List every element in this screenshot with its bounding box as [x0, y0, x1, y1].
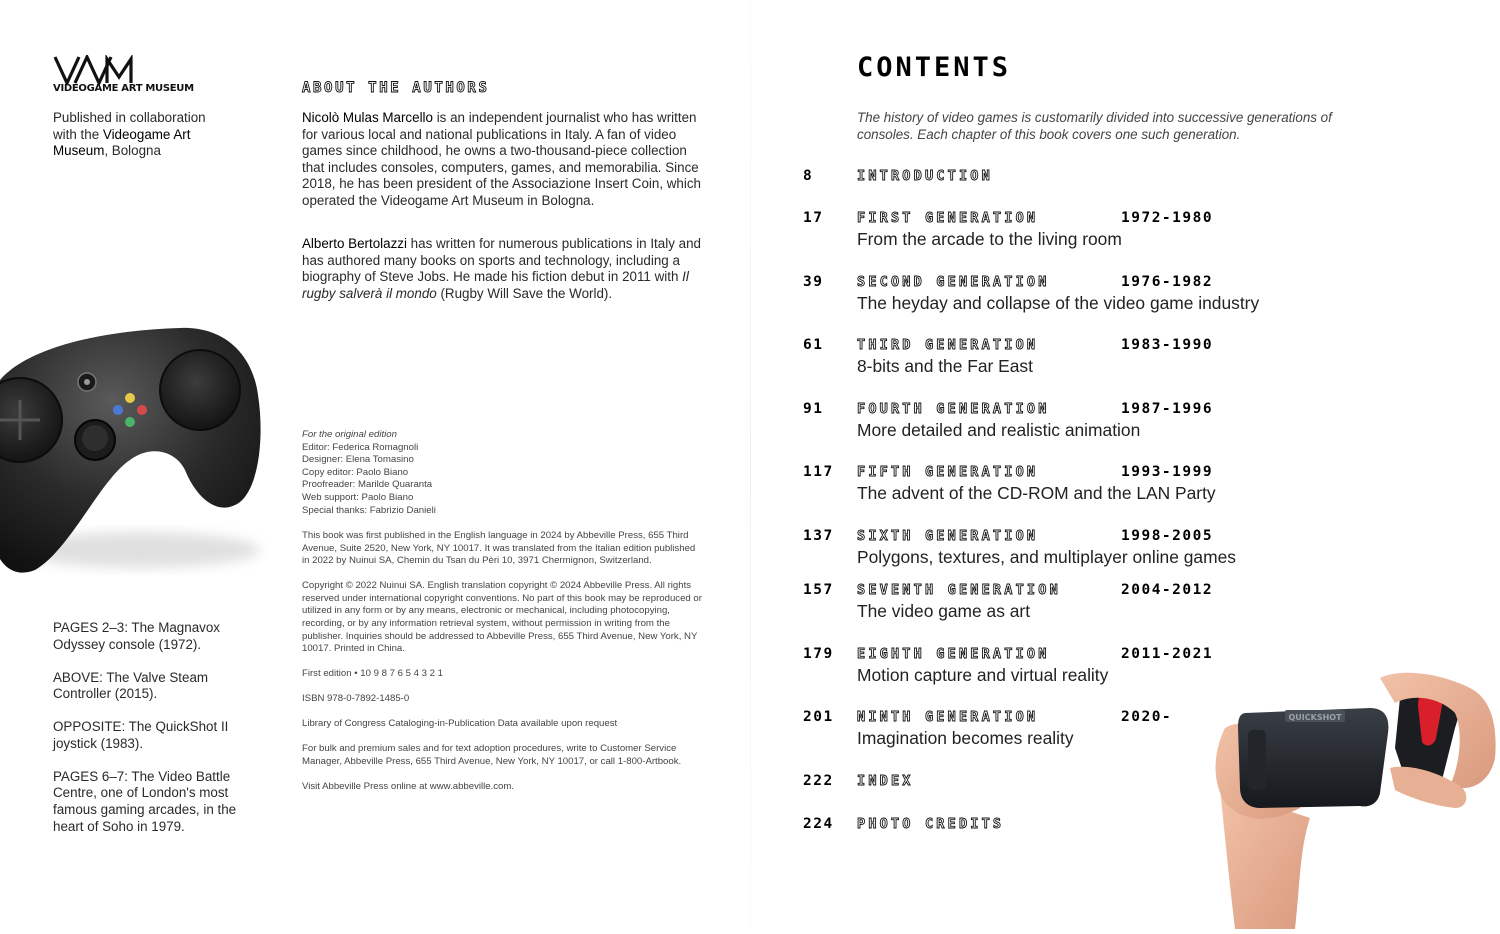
- toc-page-number: 91: [803, 401, 824, 417]
- quickshot-joystick-image: [1200, 668, 1500, 929]
- caption: OPPOSITE: The QuickShot II joystick (1983).: [53, 719, 229, 751]
- page-gutter: [750, 0, 751, 929]
- toc-entry-sixth-generation[interactable]: [803, 528, 1323, 572]
- author2-text: has written for numerous publications in Italy and has authored many books on sports and technology, including a biography of Steve Jobs. He made his fiction debut in 2011 with: [302, 236, 701, 285]
- toc-page-number: 61: [803, 337, 824, 353]
- toc-entry-third-generation[interactable]: [803, 337, 1323, 381]
- toc-entry-first-generation[interactable]: [803, 210, 1323, 254]
- toc-page-number: 39: [803, 274, 824, 290]
- caption: PAGES 6–7: The Video Battle Centre, one of London's most famous gaming arcades, in the heart of Soho in 1979.: [53, 768, 237, 834]
- legal-copyright-block: [302, 530, 702, 806]
- toc-heading: SEVENTH GENERATION: [857, 582, 1061, 598]
- loc-line: Library of Congress Cataloging-in-Publication Data available upon request: [302, 718, 618, 730]
- toc-subtitle: From the arcade to the living room: [857, 229, 1122, 249]
- publisher-line1: Published in collaboration: [53, 110, 206, 125]
- author2-name: Alberto Bertolazzi: [302, 236, 407, 251]
- toc-heading: THIRD GENERATION: [857, 337, 1039, 353]
- toc-entry-fifth-generation[interactable]: [803, 464, 1323, 508]
- toc-subtitle: Motion capture and virtual reality: [857, 665, 1109, 685]
- joystick-brand-label: QUICKSHOT: [1288, 713, 1342, 722]
- museum-logo: [53, 55, 203, 94]
- author1-bio: [302, 110, 702, 210]
- toc-subtitle: The advent of the CD-ROM and the LAN Party: [857, 483, 1216, 503]
- toc-subtitle: Imagination becomes reality: [857, 728, 1074, 748]
- toc-years: 1976-1982: [1121, 274, 1214, 290]
- toc-page-number: 201: [803, 709, 834, 725]
- toc-heading: FIRST GENERATION: [857, 210, 1039, 226]
- toc-subtitle: Polygons, textures, and multiplayer online games: [857, 547, 1236, 567]
- toc-page-number: 117: [803, 464, 834, 480]
- caption: PAGES 2–3: The Magnavox Odyssey console (1972).: [53, 620, 220, 652]
- credit-line: Designer: Elena Tomasino: [302, 454, 414, 466]
- toc-years: 2004-2012: [1121, 582, 1214, 598]
- toc-page-number: 222: [803, 773, 834, 789]
- toc-page-number: 179: [803, 646, 834, 662]
- toc-heading: NINTH GENERATION: [857, 709, 1039, 725]
- toc-heading: PHOTO CREDITS: [857, 816, 1005, 832]
- original-edition-credits: [302, 429, 702, 517]
- contents-intro: The history of video games is customarily divided into successive generations of consoles. Each chapter of this book covers one such generation.: [857, 110, 1332, 142]
- toc-subtitle: The heyday and collapse of the video game industry: [857, 293, 1260, 313]
- joystick-hand-icon: [1200, 668, 1500, 929]
- toc-subtitle: 8-bits and the Far East: [857, 356, 1033, 376]
- author2-bio: [302, 236, 702, 302]
- toc-subtitle: More detailed and realistic animation: [857, 420, 1141, 440]
- image-captions: [53, 620, 263, 852]
- contents-title: CONTENTS: [857, 52, 1012, 83]
- bulk-sales-line: For bulk and premium sales and for text adoption procedures, write to Customer Service Manager, Abbeville Press, 655 Third Avenue, New York, NY 10017, or call 1-800-Artbook.: [302, 743, 682, 767]
- toc-years: 1998-2005: [1121, 528, 1214, 544]
- steam-controller-icon: [0, 320, 275, 590]
- toc-years: 2020-: [1121, 709, 1173, 725]
- steam-controller-image: [0, 320, 275, 590]
- vam-logo-icon: [53, 55, 133, 85]
- logo-wordmark: VIDEOGAME ART MUSEUM: [53, 83, 194, 94]
- credit-line: Editor: Federica Romagnoli: [302, 441, 419, 453]
- credit-line: Copy editor: Paolo Biano: [302, 466, 409, 478]
- credit-line: Web support: Paolo Biano: [302, 491, 414, 503]
- author2-text-end: (Rugby Will Save the World).: [436, 285, 613, 301]
- toc-heading: SECOND GENERATION: [857, 274, 1050, 290]
- publisher-note: [53, 110, 233, 160]
- toc-heading: INTRODUCTION: [857, 168, 993, 184]
- publisher-city: , Bologna: [104, 143, 161, 159]
- toc-years: 1983-1990: [1121, 337, 1214, 353]
- publisher-museum-name-2: Museum: [53, 143, 105, 159]
- toc-entry-seventh-generation[interactable]: [803, 582, 1323, 626]
- toc-page-number: 157: [803, 582, 834, 598]
- toc-subtitle: The video game as art: [857, 601, 1031, 621]
- publisher-museum-name: Videogame Art: [102, 126, 191, 142]
- toc-heading: EIGHTH GENERATION: [857, 646, 1050, 662]
- toc-entry-introduction[interactable]: [803, 168, 1323, 212]
- toc-years: 1993-1999: [1121, 464, 1214, 480]
- publisher-line2-pre: with the: [53, 126, 103, 142]
- credits-heading: For the original edition: [302, 429, 397, 440]
- isbn-line: ISBN 978-0-7892-1485-0: [302, 693, 410, 705]
- toc-heading: FOURTH GENERATION: [857, 401, 1050, 417]
- author1-text: is an independent journalist who has written for various local and national publications in Italy. A fan of video games since childhood, he owns a two-thousand-piece collection that includes consoles, computers, games, and memorabilia. Since 2018, he has been president of the Associazione Insert Coin, which operated the Videogame Art Museum in Bologna.: [302, 110, 701, 208]
- about-authors-title: ABOUT THE AUTHORS: [302, 80, 490, 96]
- website-line: Visit Abbeville Press online at www.abbeville.com.: [302, 780, 515, 792]
- copyright-notice: Copyright © 2022 Nuinui SA. English translation copyright © 2024 Abbeville Press. All rights reserved under international copyright conventions. No part of this book may be reproduced or utilized in any form or by any means, electronic or mechanical, including photocopying, recording, or by any information retrieval system, without permission in writing from the publisher. Inquiries should be addressed to Abbeville Press, 655 Third Avenue, New York, NY 10017. Printed in China.: [302, 580, 702, 655]
- toc-page-number: 17: [803, 210, 824, 226]
- credit-line: Proofreader: Marilde Quaranta: [302, 479, 433, 491]
- toc-page-number: 137: [803, 528, 834, 544]
- caption: ABOVE: The Valve Steam Controller (2015).: [53, 669, 209, 702]
- toc-years: 1972-1980: [1121, 210, 1214, 226]
- toc-heading: SIXTH GENERATION: [857, 528, 1039, 544]
- toc-heading: FIFTH GENERATION: [857, 464, 1039, 480]
- author1-name: Nicolò Mulas Marcello: [302, 110, 433, 125]
- toc-heading: INDEX: [857, 773, 914, 789]
- toc-page-number: 8: [803, 168, 814, 184]
- edition-line: First edition • 10 9 8 7 6 5 4 3 2 1: [302, 668, 443, 680]
- toc-page-number: 224: [803, 816, 834, 832]
- toc-entry-second-generation[interactable]: [803, 274, 1323, 318]
- credit-line: Special thanks: Fabrizio Danieli: [302, 504, 436, 516]
- toc-years: 1987-1996: [1121, 401, 1214, 417]
- toc-entry-fourth-generation[interactable]: [803, 401, 1323, 445]
- author2-book-title: Il rugby salverà il mondo: [302, 269, 689, 301]
- toc-years: 2011-2021: [1121, 646, 1214, 662]
- publication-notice: This book was first published in the English language in 2024 by Abbeville Press, 655 Third Avenue, Suite 2520, New York, NY 10017. It was translated from the Italian edition published in 2022 by Nuinui SA, Chemin du Tsan du Pèri 10, 3971 Chermignon, Switzerland.: [302, 530, 696, 567]
